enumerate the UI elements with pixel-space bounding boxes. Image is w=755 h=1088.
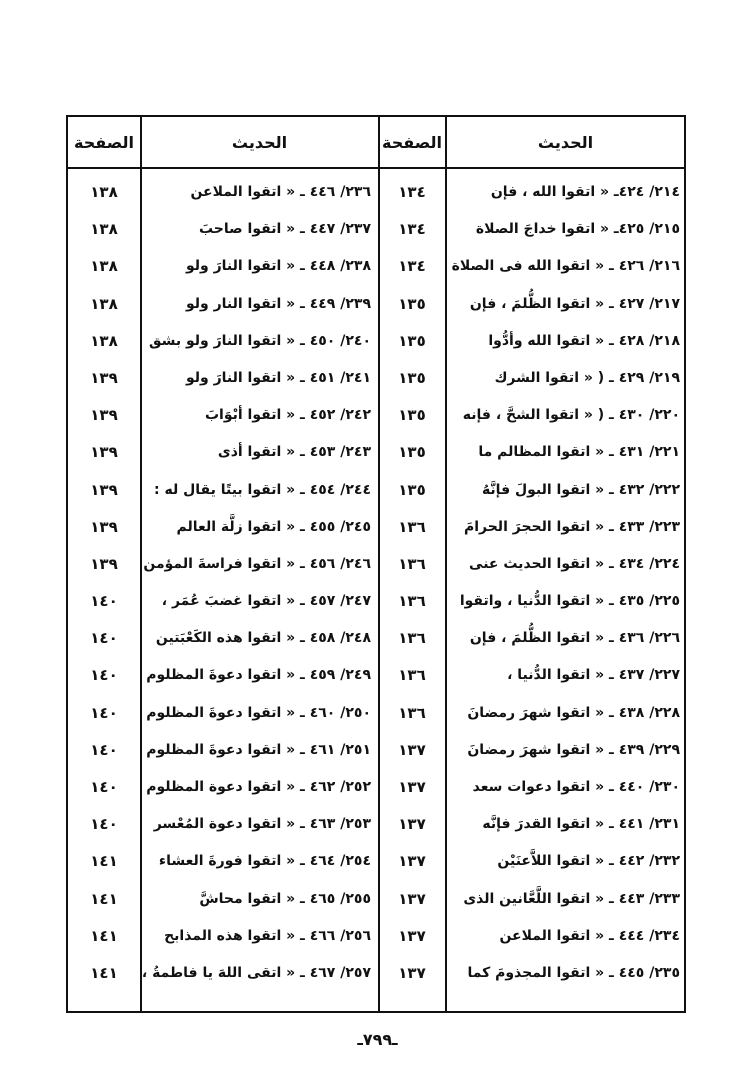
left-page-number: ١٤٠ (90, 629, 118, 648)
left-hadith-entry: ٢٥٥/ ٤٦٥ ـ « اتقوا محاشَّ (199, 890, 371, 907)
right-page-number: ١٣٧ (398, 740, 426, 759)
right-page-number: ١٣٧ (398, 852, 426, 871)
right-hadith-entry: ٢٢٧/ ٤٣٧ ـ « اتقوا الدُّنيا ، (507, 667, 680, 684)
table-row (68, 732, 684, 769)
right-page-number: ١٣٦ (398, 666, 426, 685)
left-hadith-entry: ٢٥٢/ ٤٦٢ ـ « اتقوا دعوة المظلوم (146, 779, 371, 795)
right-page-number: ١٣٦ (398, 703, 426, 722)
table-row (68, 286, 684, 323)
right-page-number: ١٣٧ (398, 926, 426, 945)
table-row (68, 806, 684, 843)
right-page-number: ١٣٦ (398, 517, 426, 536)
right-page-number: ١٣٥ (398, 294, 426, 313)
left-hadith-entry: ٢٤٠/ ٤٥٠ ـ « اتقوا النارَ ولو بشق (148, 332, 371, 349)
header-divider (68, 167, 684, 169)
left-hadith-entry: ٢٤٨/ ٤٥٨ ـ « اتقوا هذه الكَعْبَتين (155, 630, 371, 647)
left-hadith-entry: ٢٤٦/ ٤٥٦ ـ « اتقوا فراسةَ المؤمن (143, 555, 371, 572)
left-page-number: ١٣٩ (90, 554, 118, 573)
right-hadith-entry: ٢٢٦/ ٤٣٦ ـ « اتقوا الظُّلمَ ، فإن (469, 630, 680, 647)
right-page-number: ١٣٧ (398, 778, 426, 796)
right-page-number: ١٣٧ (398, 815, 426, 834)
right-page-number: ١٣٧ (398, 963, 426, 982)
right-hadith-entry: ٢٢٣/ ٤٣٣ ـ « اتقوا الحجرَ الحرامَ (463, 518, 680, 535)
right-page-number: ١٣٤ (398, 257, 426, 276)
left-page-number: ١٤١ (90, 889, 118, 908)
left-page-number: ١٣٨ (90, 294, 118, 313)
left-hadith-entry: ٢٤٣/ ٤٥٣ ـ « اتقوا أذى (217, 444, 371, 461)
table-row (68, 509, 684, 546)
right-hadith-entry: ٢١٦/ ٤٢٦ ـ « اتقوا الله فى الصلاة (451, 258, 680, 275)
right-hadith-entry: ٢٣٠/ ٤٤٠ ـ « اتقوا دعوات سعد (472, 779, 680, 795)
left-page-number: ١٤٠ (90, 666, 118, 685)
right-hadith-entry: ٢٣٤/ ٤٤٤ ـ « اتقوا الملاعن (499, 927, 680, 944)
right-page-number: ١٣٥ (398, 368, 426, 387)
right-page-header: الصفحة (381, 133, 442, 152)
right-hadith-entry: ٢٢٠/ ٤٣٠ ـ ( « اتقوا الشحَّ ، فإنه (462, 407, 680, 424)
right-page-number: ١٣٥ (398, 443, 426, 462)
right-hadith-entry: ٢١٩/ ٤٢٩ ـ ( « اتقوا الشرك (494, 369, 680, 386)
right-page-number: ١٣٦ (398, 592, 426, 611)
table-row (68, 248, 684, 285)
right-page-number: ١٣٦ (398, 554, 426, 573)
table-row (68, 769, 684, 806)
left-page-number: ١٣٩ (90, 517, 118, 536)
left-hadith-entry: ٢٤٥/ ٤٥٥ ـ « اتقوا زلَّة العالم (176, 518, 371, 535)
left-hadith-entry: ٢٤٢/ ٤٥٢ ـ « اتقوا أبْوَابَ (204, 407, 371, 424)
right-page-number: ١٣٦ (398, 629, 426, 648)
table-row (68, 657, 684, 694)
left-page-number: ١٣٩ (90, 443, 118, 462)
right-hadith-entry: ٢١٨/ ٤٢٨ ـ « اتقوا الله وأدُّوا (488, 332, 680, 349)
table-row (68, 695, 684, 732)
left-hadith-entry: ٢٣٧/ ٤٤٧ ـ « اتقوا صاحبَ (198, 221, 371, 238)
left-hadith-entry: ٢٤١/ ٤٥١ ـ « اتقوا النارَ ولو (185, 369, 371, 386)
right-page-number: ١٣٥ (398, 331, 426, 350)
table-row (68, 434, 684, 471)
table-row (68, 583, 684, 620)
left-page-number: ١٤١ (90, 926, 118, 945)
left-hadith-header: الحديث (231, 133, 288, 152)
table-row (68, 843, 684, 880)
left-hadith-entry: ٢٥٧/ ٤٦٧ ـ « اتقى اللهَ يا فاطمةُ ، (142, 964, 371, 981)
right-hadith-entry: ٢٣٢/ ٤٤٢ ـ « اتقوا اللاَّعنَيْن (497, 853, 680, 870)
hadith-index-table (66, 115, 686, 1013)
right-hadith-entry: ٢٣١/ ٤٤١ ـ « اتقوا القدرَ فإنَّه (482, 816, 680, 833)
right-hadith-entry: ٢٢٩/ ٤٣٩ ـ « اتقوا شهرَ رمضانَ (467, 741, 680, 758)
right-hadith-entry: ٢١٤/ ٤٢٤ـ « اتقوا الله ، فإن (490, 184, 680, 200)
left-page-number: ١٣٨ (90, 183, 118, 201)
right-hadith-entry: ٢٢٥/ ٤٣٥ ـ « اتقوا الدُّنيا ، واتقوا (459, 593, 680, 610)
right-hadith-entry: ٢٢٨/ ٤٣٨ ـ « اتقوا شهرَ رمضانَ (467, 704, 680, 721)
left-hadith-entry: ٢٥٤/ ٤٦٤ ـ « اتقوا فورةَ العشاء (158, 853, 371, 870)
left-hadith-entry: ٢٥٦/ ٤٦٦ ـ « اتقوا هذه المذابح (164, 927, 371, 944)
table-row (68, 323, 684, 360)
left-page-number: ١٤٠ (90, 815, 118, 834)
table-row (68, 918, 684, 955)
left-page-number: ١٣٨ (90, 220, 118, 239)
right-page-number: ١٣٥ (398, 406, 426, 425)
left-page-number: ١٤٠ (90, 778, 118, 796)
table-row (68, 472, 684, 509)
left-page-number: ١٤٠ (90, 740, 118, 759)
left-hadith-entry: ٢٥١/ ٤٦١ ـ « اتقوا دعوةَ المظلوم (146, 741, 371, 758)
right-page-number: ١٣٤ (398, 183, 426, 201)
left-page-number: ١٣٨ (90, 257, 118, 276)
left-page-number: ١٣٩ (90, 368, 118, 387)
table-row (68, 360, 684, 397)
left-hadith-entry: ٢٣٩/ ٤٤٩ ـ « اتقوا النار ولو (185, 295, 371, 312)
table-row (68, 174, 684, 211)
left-hadith-entry: ٢٥٠/ ٤٦٠ ـ « اتقوا دعوةَ المظلوم (146, 704, 371, 721)
table-row (68, 546, 684, 583)
right-page-number: ١٣٥ (398, 480, 426, 499)
table-row (68, 620, 684, 657)
left-page-number: ١٤٠ (90, 592, 118, 611)
left-hadith-entry: ٢٤٧/ ٤٥٧ ـ « اتقوا غضبَ عُمَر ، (161, 593, 371, 610)
left-hadith-entry: ٢٤٩/ ٤٥٩ ـ « اتقوا دعوةَ المظلوم (146, 667, 371, 684)
left-page-number: ١٣٨ (90, 331, 118, 350)
left-page-number: ١٣٩ (90, 480, 118, 499)
left-hadith-entry: ٢٣٦/ ٤٤٦ ـ « اتقوا الملاعن (190, 184, 371, 200)
right-hadith-entry: ٢٣٣/ ٤٤٣ ـ « اتقوا اللَّعَّانين الذى (463, 890, 680, 907)
table-row (68, 881, 684, 918)
right-page-number: ١٣٧ (398, 889, 426, 908)
table-row (68, 955, 684, 992)
right-hadith-entry: ٢٢١/ ٤٣١ ـ « اتقوا المظالم ما (478, 444, 680, 461)
table-row (68, 211, 684, 248)
left-hadith-entry: ٢٣٨/ ٤٤٨ ـ « اتقوا النارَ ولو (185, 258, 371, 275)
left-page-number: ١٤١ (90, 852, 118, 871)
right-hadith-entry: ٢١٧/ ٤٢٧ ـ « اتقوا الظُّلمَ ، فإن (469, 295, 680, 312)
right-hadith-entry: ٢٣٥/ ٤٤٥ ـ « اتقوا المجذومَ كما (467, 964, 680, 981)
right-page-number: ١٣٤ (398, 220, 426, 239)
right-hadith-entry: ٢٢٢/ ٤٣٢ ـ « اتقوا البولَ فإنَّهُ (481, 481, 680, 498)
left-page-number: ١٤٠ (90, 703, 118, 722)
right-hadith-entry: ٢١٥/ ٤٢٥ـ « اتقوا خداجَ الصلاة (475, 221, 680, 238)
left-hadith-entry: ٢٥٣/ ٤٦٣ ـ « اتقوا دعوة المُعْسر (153, 816, 371, 833)
right-hadith-entry: ٢٢٤/ ٤٣٤ ـ « اتقوا الحديث عنى (469, 555, 680, 572)
right-hadith-header: الحديث (537, 133, 594, 152)
page-number: ـ٧٩٩ـ (357, 1030, 398, 1049)
index-rows (68, 174, 684, 992)
table-row (68, 397, 684, 434)
left-hadith-entry: ٢٤٤/ ٤٥٤ ـ « اتقوا بيتًا يقال له : (154, 481, 371, 498)
left-page-number: ١٤١ (90, 963, 118, 982)
left-page-number: ١٣٩ (90, 406, 118, 425)
left-page-header: الصفحة (73, 133, 134, 152)
